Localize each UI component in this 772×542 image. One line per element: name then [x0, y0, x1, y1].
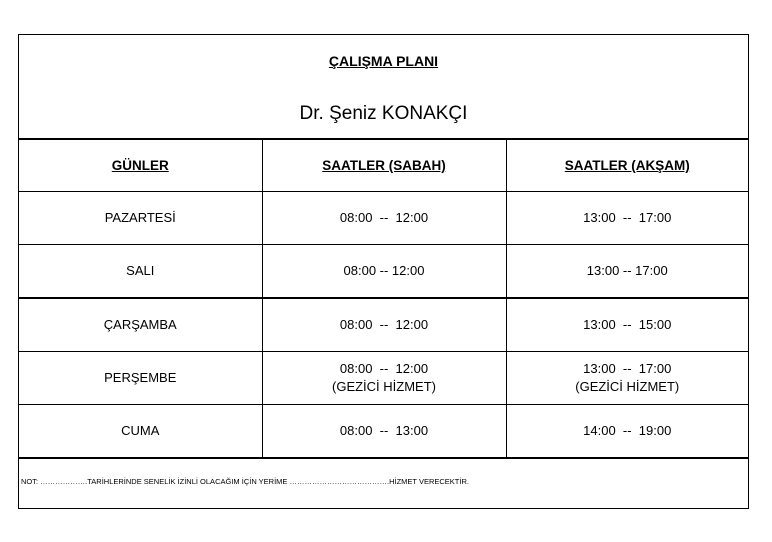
morning-hours: 08:00 -- 12:00 [343, 263, 425, 278]
schedule-table [19, 140, 748, 459]
morning-cell [262, 352, 506, 405]
evening-cell [506, 405, 748, 459]
evening-service-note: (GEZİCİ HİZMET) [575, 379, 680, 394]
footer-note: NOT: ……………….TARİHLERİNDE SENELİK İZİNLİ OLACAĞIM İÇİN YERİME ………………………………….HİZMET VERECEKTİR. [21, 477, 469, 486]
evening-hours: 14:00 -- 19:00 [583, 423, 672, 438]
morning-hours: 08:00 -- 12:00 [339, 210, 429, 225]
table-row [19, 405, 748, 459]
day-cell: SALI [19, 245, 262, 299]
morning-service-note: (GEZİCİ HİZMET) [332, 379, 436, 394]
day-cell: PERŞEMBE [19, 352, 262, 405]
morning-cell [262, 245, 506, 299]
table-row [19, 245, 748, 299]
table-row [19, 298, 748, 352]
evening-cell [506, 245, 748, 299]
table-row [19, 192, 748, 245]
column-header-days: GÜNLER [19, 140, 262, 192]
morning-cell [262, 405, 506, 459]
morning-cell [262, 192, 506, 245]
evening-hours: 13:00 -- 17:00 [583, 361, 672, 376]
morning-hours: 08:00 -- 13:00 [339, 423, 429, 438]
evening-hours: 13:00 -- 17:00 [583, 210, 672, 225]
evening-cell [506, 352, 748, 405]
column-header-morning: SAATLER (SABAH) [262, 140, 506, 192]
table-row [19, 352, 748, 405]
work-plan-sheet [18, 34, 749, 509]
page-title: ÇALIŞMA PLANI [328, 53, 439, 69]
evening-cell [506, 192, 748, 245]
column-header-evening: SAATLER (AKŞAM) [506, 140, 748, 192]
evening-hours: 13:00 -- 15:00 [583, 317, 672, 332]
day-cell: PAZARTESİ [19, 192, 262, 245]
table-header-row [19, 140, 748, 192]
day-cell: ÇARŞAMBA [19, 298, 262, 352]
morning-cell [262, 298, 506, 352]
doctor-name: Dr. Şeniz KONAKÇI [299, 103, 468, 124]
morning-hours: 08:00 -- 12:00 [339, 317, 429, 332]
evening-cell [506, 298, 748, 352]
evening-hours: 13:00 -- 17:00 [586, 263, 668, 278]
day-cell: CUMA [19, 405, 262, 459]
morning-hours: 08:00 -- 12:00 [339, 361, 429, 376]
plan-header [19, 35, 748, 140]
